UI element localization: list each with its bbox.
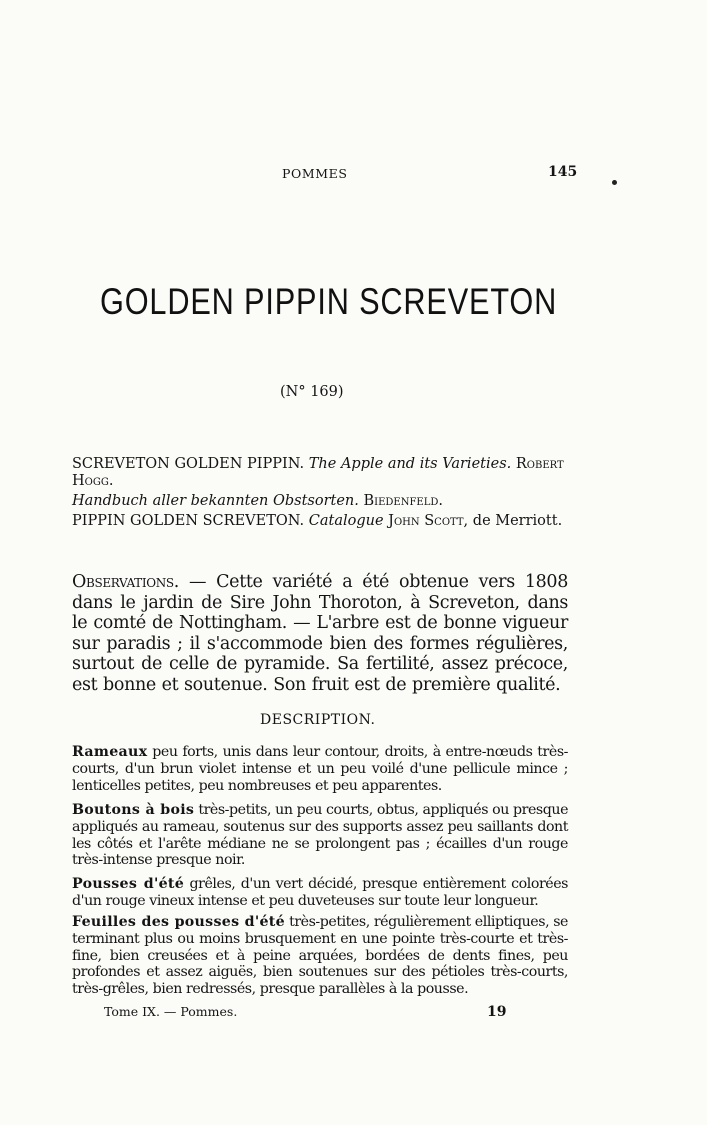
ink-dot — [612, 180, 617, 185]
observations-paragraph — [72, 572, 568, 695]
page-number: 145 — [548, 164, 578, 180]
description-heading: DESCRIPTION. — [260, 712, 376, 728]
synonym-author-continued: Hogg. — [72, 473, 114, 489]
synonym-author: Biedenfeld. — [363, 493, 443, 509]
synonym-author: Robert — [515, 456, 564, 472]
synonym-name: PIPPIN GOLDEN SCREVETON. — [72, 513, 305, 529]
variety-number: (N° 169) — [280, 384, 344, 400]
synonym-work: The Apple and its Varieties. — [308, 456, 512, 472]
synonym-work: Handbuch aller bekannten Obstsorten. — [72, 493, 359, 509]
page-title: GOLDEN PIPPIN SCREVETON — [100, 281, 558, 322]
description-text: peu forts, unis dans leur contour, droits, à entre-nœuds très-courts, d'un brun violet intense et un peu voilé d'une pellicule mince ; lenticelles petites, peu nombreuses et peu apparentes. — [72, 744, 569, 794]
observations-text: — Cette variété a été obtenue vers 1808 dans le jardin de Sire John Thoroton, à Screveton, dans le comté de Nottingham. — L'arbre est de bonne vigueur sur paradis ; il s'accommode bien des formes régulières, surtout de celle de pyramide. Sa fertilité, assez précoce, est bonne et soutenue. Son fruit est de première qualité. — [72, 572, 568, 695]
observations-label: Observations. — [72, 572, 179, 592]
description-item-rameaux — [72, 744, 568, 794]
description-text: très-petites, régulièrement elliptiques, se terminant plus ou moins brusquement en une pointe très-courte et très-fine, bien creusées et à peine arquées, bordées de dents fines, peu profondes et assez aiguës, bien soutenues sur des pétioles très-courts, très-grêles, bien redressés, presque parallèles à la pousse. — [72, 914, 568, 998]
description-text: très-petits, un peu courts, obtus, appliqués ou presque appliqués au rameau, soutenus sur des supports assez peu saillants dont les côtés et l'arête médiane ne se prolongent pas ; écailles d'un rouge très-intense presque noir. — [72, 802, 569, 869]
synonym-name: SCREVETON GOLDEN PIPPIN. — [72, 456, 305, 472]
description-term: Boutons à bois — [72, 802, 195, 818]
signature-mark: 19 — [487, 1004, 507, 1020]
synonym-entry-2 — [72, 491, 592, 511]
synonym-place: de Merriott. — [472, 513, 563, 529]
synonym-author: John Scott, — [388, 513, 469, 529]
description-term: Rameaux — [72, 744, 148, 760]
description-item-boutons — [72, 802, 568, 869]
description-item-feuilles — [72, 914, 568, 998]
description-term: Feuilles des pousses d'été — [72, 914, 285, 930]
synonym-work: Catalogue — [308, 513, 384, 529]
description-term: Pousses d'été — [72, 876, 185, 892]
description-text: grêles, d'un vert décidé, presque entièrement colorées d'un rouge vineux intense et peu duveteuses sur toute leur longueur. — [72, 876, 568, 909]
volume-footer: Tome IX. — Pommes. — [104, 1004, 238, 1019]
description-item-pousses — [72, 876, 568, 910]
synonym-entry-3 — [72, 511, 592, 531]
running-head: POMMES — [282, 166, 348, 181]
